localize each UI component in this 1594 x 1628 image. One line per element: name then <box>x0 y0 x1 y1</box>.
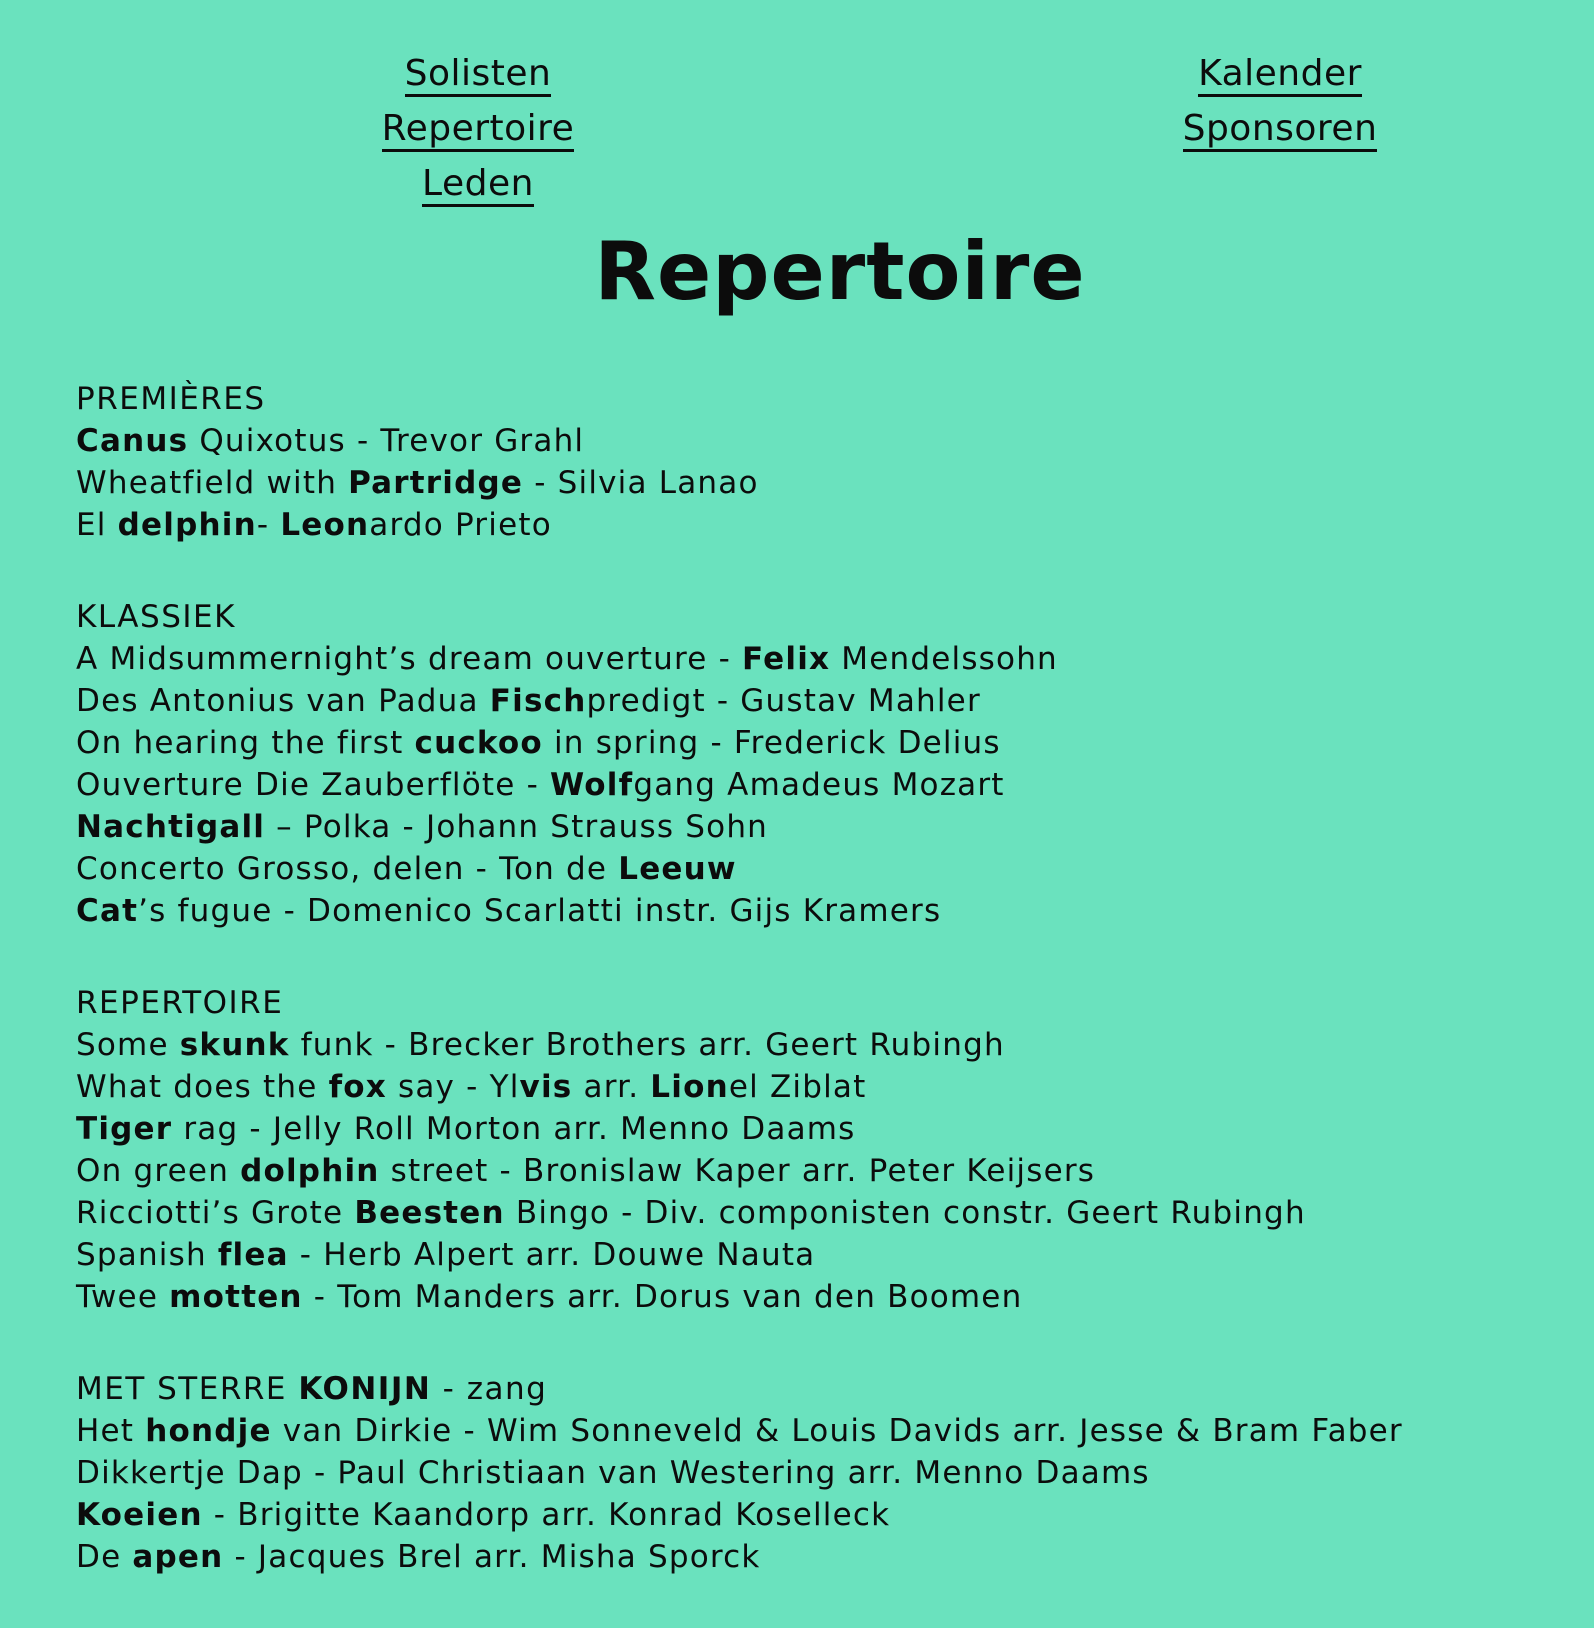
bold-text: Beesten <box>354 1195 505 1231</box>
text-run: Ouverture Die Zauberflöte - <box>76 767 551 803</box>
text-run: say - Yl <box>386 1069 520 1105</box>
repertoire-section <box>76 982 1556 1318</box>
bold-text: fox <box>328 1069 387 1105</box>
text-run: rag - Jelly Roll Morton arr. Menno Daams <box>172 1111 856 1147</box>
repertoire-entry <box>76 504 1556 546</box>
repertoire-entry <box>76 1234 1556 1276</box>
bold-text: Felix <box>742 641 831 677</box>
bold-text: Cat <box>76 893 139 929</box>
repertoire-section <box>76 596 1556 932</box>
text-run: - Herb Alpert arr. Douwe Nauta <box>288 1237 816 1273</box>
text-run: - zang <box>431 1371 548 1407</box>
text-run: El <box>76 507 118 543</box>
text-run: gang Amadeus Mozart <box>633 767 1005 803</box>
text-run: Wheatfield with <box>76 465 349 501</box>
bold-text: Tiger <box>76 1111 173 1147</box>
text-run: Dikkertje Dap - Paul Christiaan van Westering arr. Menno Daams <box>76 1455 1150 1491</box>
text-run: Ricciotti’s Grote <box>76 1195 355 1231</box>
repertoire-entry <box>76 1024 1556 1066</box>
bold-text: dolphin <box>240 1153 380 1189</box>
bold-text: Wolf <box>550 767 634 803</box>
bold-text: Nachtigall <box>76 809 266 845</box>
text-run: - Tom Manders arr. Dorus van den Boomen <box>302 1279 1023 1315</box>
text-run: street - Bronislaw Kaper arr. Peter Keijsers <box>379 1153 1096 1189</box>
text-run: PREMIÈRES <box>76 381 266 417</box>
repertoire-entry <box>76 1452 1556 1494</box>
main-nav-left <box>378 48 578 213</box>
text-run: el Ziblat <box>728 1069 867 1105</box>
bold-text: Partridge <box>348 465 524 501</box>
bold-text: apen <box>132 1539 224 1575</box>
bold-text: flea <box>217 1237 289 1273</box>
repertoire-section <box>76 1368 1556 1578</box>
bold-text: Canus <box>76 423 189 459</box>
bold-text: Lion <box>650 1069 729 1105</box>
text-run: Twee <box>76 1279 170 1315</box>
repertoire-entry <box>76 764 1556 806</box>
repertoire-entry <box>76 722 1556 764</box>
text-run: predigt - Gustav Mahler <box>586 683 981 719</box>
repertoire-list <box>76 378 1556 1628</box>
text-run: - Silvia Lanao <box>523 465 759 501</box>
repertoire-entry <box>76 806 1556 848</box>
section-heading <box>76 596 1556 638</box>
bold-text: Fisch <box>489 683 587 719</box>
text-run: MET STERRE <box>76 1371 299 1407</box>
text-run: – Polka - Johann Strauss Sohn <box>265 809 769 845</box>
nav-link-solisten[interactable]: Solisten <box>405 48 552 97</box>
text-run: KLASSIEK <box>76 599 236 635</box>
repertoire-entry <box>76 1150 1556 1192</box>
repertoire-entry <box>76 680 1556 722</box>
text-run: van Dirkie - Wim Sonneveld & Louis Davids arr. Jesse & Bram Faber <box>271 1413 1403 1449</box>
text-run: De <box>76 1539 133 1575</box>
bold-text: Leon <box>280 507 370 543</box>
repertoire-entry <box>76 1410 1556 1452</box>
bold-text: KONIJN <box>298 1371 432 1407</box>
page-title: Repertoire <box>594 225 1086 318</box>
text-run: - Brigitte Kaandorp arr. Konrad Koselleck <box>202 1497 891 1533</box>
repertoire-section <box>76 378 1556 546</box>
text-run: Het <box>76 1413 146 1449</box>
text-run: - Jacques Brel arr. Misha Sporck <box>223 1539 761 1575</box>
text-run: What does the <box>76 1069 329 1105</box>
text-run: Quixotus - Trevor Grahl <box>188 423 585 459</box>
section-heading <box>76 378 1556 420</box>
text-run: arr. <box>572 1069 651 1105</box>
repertoire-entry <box>76 1066 1556 1108</box>
bold-text: delphin <box>117 507 257 543</box>
repertoire-entry <box>76 1108 1556 1150</box>
repertoire-entry <box>76 420 1556 462</box>
repertoire-entry <box>76 462 1556 504</box>
nav-link-sponsoren[interactable]: Sponsoren <box>1183 103 1378 152</box>
text-run: ’s fugue - Domenico Scarlatti instr. Gijs Kramers <box>138 893 942 929</box>
bold-text: motten <box>169 1279 303 1315</box>
repertoire-entry <box>76 890 1556 932</box>
text-run: ardo Prieto <box>369 507 552 543</box>
repertoire-entry <box>76 638 1556 680</box>
text-run: Concerto Grosso, delen - Ton de <box>76 851 619 887</box>
repertoire-entry <box>76 848 1556 890</box>
text-run: - <box>256 507 281 543</box>
repertoire-entry <box>76 1192 1556 1234</box>
repertoire-entry <box>76 1494 1556 1536</box>
text-run: Bingo - Div. componisten constr. Geert Rubingh <box>504 1195 1306 1231</box>
nav-link-leden[interactable]: Leden <box>422 158 534 207</box>
main-nav-right <box>1162 48 1398 158</box>
text-run: Mendelssohn <box>830 641 1058 677</box>
text-run: in spring - Frederick Delius <box>542 725 1001 761</box>
text-run: On green <box>76 1153 241 1189</box>
bold-text: Koeien <box>76 1497 203 1533</box>
bold-text: cuckoo <box>414 725 543 761</box>
text-run: Some <box>76 1027 180 1063</box>
bold-text: Leeuw <box>618 851 737 887</box>
text-run: funk - Brecker Brothers arr. Geert Rubingh <box>289 1027 1005 1063</box>
bold-text: hondje <box>145 1413 272 1449</box>
text-run: On hearing the first <box>76 725 415 761</box>
bold-text: skunk <box>179 1027 290 1063</box>
text-run: Des Antonius van Padua <box>76 683 490 719</box>
text-run: A Midsummernight’s dream ouverture - <box>76 641 743 677</box>
text-run: Spanish <box>76 1237 218 1273</box>
section-heading <box>76 1368 1556 1410</box>
repertoire-entry <box>76 1276 1556 1318</box>
nav-link-kalender[interactable]: Kalender <box>1198 48 1362 97</box>
repertoire-entry <box>76 1536 1556 1578</box>
section-heading <box>76 982 1556 1024</box>
bold-text: vis <box>519 1069 573 1105</box>
nav-link-repertoire[interactable]: Repertoire <box>382 103 575 152</box>
text-run: REPERTOIRE <box>76 985 284 1021</box>
